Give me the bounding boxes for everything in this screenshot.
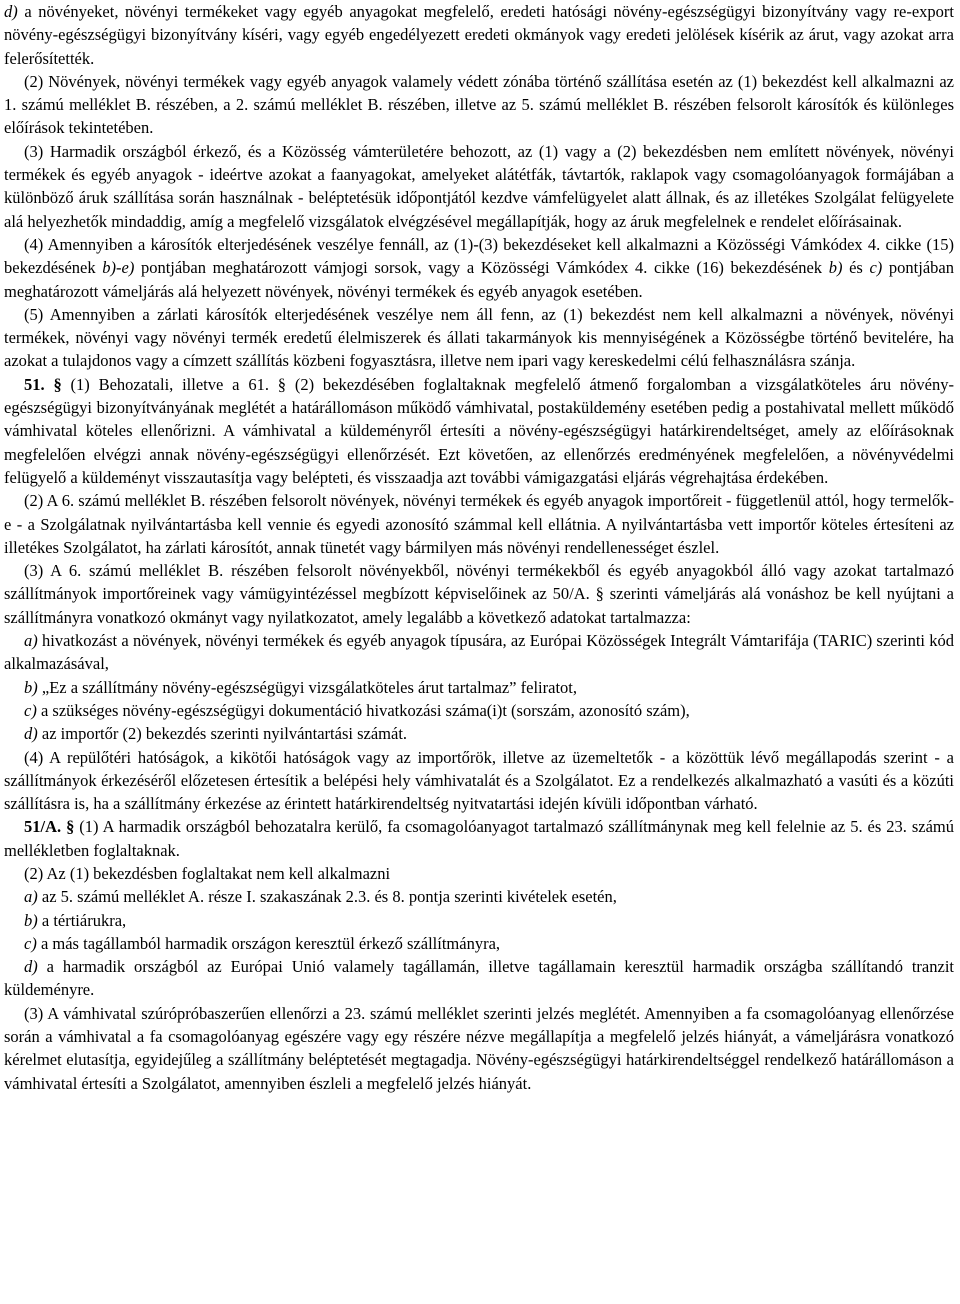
text-run: (3) Harmadik országból érkező, és a Közösség vámterületére behozott, az (1) vagy a (2) bekezdésben nem említett növények, növényi termékek és egyéb anyagok - ideértve azokat a faanyagokat, amelyeket alátétfák, távtartók, raklapok vagy csomagolóanyagok formájában a különböző áruk szállítása során használnak - beléptetésük időpontjától kezdve vámfelügyelet alatt állnak, és az illetékes Szolgálat felügyelete alá helyezhetők mindaddig, amíg a megfelelő vizsgálatok elvégzésével megállapítják, hogy az áruk megfelelnek e rendelet előírásainak. bbox=[4, 141, 954, 231]
point-label: c) bbox=[24, 700, 37, 720]
point-label: d) bbox=[24, 724, 38, 744]
text-run: az importőr (2) bekezdés szerinti nyilvántartási számát. bbox=[37, 724, 408, 744]
point-label: d) bbox=[4, 2, 18, 21]
text-run: (3) A 6. számú melléklet B. részében felsorolt növényekből, növényi termékekből és egyéb anyagokból álló vagy azokat tartalmazó szállítmányok importőreinek vagy vámügyintézéssel megbízott képviselőinek az 50/A. § szerinti vámeljárás alá vonáshoz be kell nyújtani a szállítmányra vonatkozó okmányt vagy nyilatkozatot, amely legalább a következő adatokat tartalmazza: bbox=[4, 561, 954, 627]
text-run: (4) A repülőtéri hatóságok, a kikötői hatóságok vagy az importőrök, illetve az üzemeltetők - a közöttük lévő megállapodás szerint - a szállítmányok érkezéséről előzetesen értesítik a belépési hely vámhivatalát és a Szolgálatot. Ez a rendelkezés alkalmazható a vasúti és a közúti szállításra is, ha a szállítmány érkezése az érintett határkirendeltség nyitvatartási idején kívüli időpontban várható. bbox=[4, 747, 954, 814]
paragraph bbox=[4, 885, 954, 908]
paragraph bbox=[4, 1002, 954, 1095]
text-run: pontjában meghatározott vámeljárás alá helyezett növények, növényi termékek és egyéb anyagok esetében. bbox=[4, 258, 954, 301]
paragraph bbox=[4, 0, 954, 70]
paragraph bbox=[4, 815, 954, 862]
paragraph bbox=[4, 746, 954, 816]
text-run: (2) Az (1) bekezdésben foglaltakat nem kell alkalmazni bbox=[24, 863, 391, 883]
paragraph bbox=[4, 629, 954, 676]
point-label: b) bbox=[24, 910, 38, 930]
paragraph bbox=[4, 233, 954, 303]
paragraph bbox=[4, 559, 954, 629]
text-run: és bbox=[842, 258, 870, 278]
point-label: b) bbox=[24, 677, 38, 697]
text-run: (3) A vámhivatal szúrópróbaszerűen ellenőrzi a 23. számú melléklet szerinti jelzés meglétét. Amennyiben a fa csomagolóanyag ellenőrzése során a vámhivatal a fa csomagolóanyag egészére vagy egy részére nézve megállapítja a megfelelő jelzés hiányát, a vámeljárásra vonatkozó kérelmet elutasítja, egyidejűleg a szállítmány beléptetését megtagadja. Növény-egészségügyi határkirendeltséggel rendelkező határállomáson a vámhivatal értesíti a Szolgálatot, amennyiben észleli a megfelelő jelzés hiányát. bbox=[4, 1003, 954, 1093]
text-run: a más tagállamból harmadik országon keresztül érkező szállítmányra, bbox=[36, 933, 501, 953]
point-label: b)-e) bbox=[102, 258, 135, 278]
paragraph bbox=[4, 303, 954, 373]
point-label: d) bbox=[24, 957, 38, 977]
text-run: a harmadik országból az Európai Unió valamely tagállamán, illetve tagállamain keresztül harmadik országba szállítandó tranzit küldeményre. bbox=[4, 957, 954, 1000]
text-run: (2) A 6. számú melléklet B. részében felsorolt növények, növényi termékek és egyéb anyagok importőreit - függetlenül attól, hogy termelők-e - a Szolgálatnak nyilvántartásba kell vennie és egyedi azonosító számmal kell ellátnia. A nyilvántartásba vett importőr köteles értesíteni az illetékes Szolgálatot, ha zárlati károsítót, annak tünetét vagy bármilyen más növényi rendellenességet észlel. bbox=[4, 491, 954, 557]
paragraph bbox=[4, 699, 954, 722]
text-run: a tértiárukra, bbox=[37, 910, 127, 930]
point-label: c) bbox=[869, 258, 883, 278]
point-label: c) bbox=[24, 933, 37, 953]
text-run: (5) Amennyiben a zárlati károsítók elterjedésének veszélye nem áll fenn, az (1) bekezdést nem kell alkalmazni a növények, növényi termékek, növényi vagy növényi termék eredetű élelmiszerek és állati takarmányok kis mennyiségének a Közösségbe történő bevitelére, ha azokat a tulajdonos vagy a címzett szállítás közbeni fogyasztásra, illetve nem ipari vagy kereskedelmi célú felhasználásra szánja. bbox=[4, 304, 954, 371]
text-run: a szükséges növény-egészségügyi dokumentáció hivatkozási száma(i)t (sorszám, azonosító szám), bbox=[36, 700, 690, 720]
section-number: 51. § bbox=[24, 374, 62, 394]
text-run: (2) Növények, növényi termékek vagy egyéb anyagok valamely védett zónába történő szállítása esetén az (1) bekezdést kell alkalmazni az 1. számú melléklet B. részében, a 2. számú melléklet B. részében, illetve az 5. számú melléklet B. részében felsorolt károsítók és különleges előírások tekintetében. bbox=[4, 71, 954, 138]
section-number: 51/A. § bbox=[24, 817, 75, 837]
paragraph bbox=[4, 140, 954, 233]
paragraph bbox=[4, 722, 954, 745]
text-run: (1) Behozatali, illetve a 61. § (2) bekezdésében foglaltaknak megfelelő átmenő forgalomban a vizsgálatköteles áru növény-egészségügyi bizonyítványának meglétét a határállomáson működő vámhivatal, postaküldemény esetében pedig a postahivatal mellett működő vámhivatal köteles ellenőrizni. A vámhivatal a küldeményről értesíti a növény-egészségügyi határkirendeltséget, amely az előírásoknak megfelelően elvégzi annak növény-egészségügyi ellenőrzését. Ezt követően, az ellenőrzés eredményének megfelelően, a növényvédelmi felügyelő a küldeményt visszautasítja vagy belépteti, és visszaadja azt további vámigazgatási eljárás végrehajtása érdekében. bbox=[4, 374, 954, 487]
text-run: pontjában meghatározott vámjogi sorsok, vagy a Közösségi Vámkódex 4. cikke (16) bekezdésének bbox=[134, 258, 829, 278]
paragraph bbox=[4, 862, 954, 885]
paragraph bbox=[4, 932, 954, 955]
text-run: a növényeket, növényi termékeket vagy egyéb anyagokat megfelelő, eredeti hatósági növény-egészségügyi bizonyítvány vagy re-export növény-egészségügyi bizonyítvány kíséri, vagy egyéb engedélyezett eredeti okmányok vagy eredeti jelölések kísérik az árut, vagy azokat arra felerősítették. bbox=[4, 2, 954, 68]
text-run: (1) A harmadik országból behozatalra kerülő, fa csomagolóanyagot tartalmazó szállítmánynak meg kell felelnie az 5. és 23. számú mellékletben foglaltaknak. bbox=[4, 817, 955, 860]
point-label: a) bbox=[24, 887, 38, 907]
paragraph bbox=[4, 676, 954, 699]
text-run: hivatkozást a növények, növényi termékek és egyéb anyagok típusára, az Európai Közösségek Integrált Vámtarifája (TARIC) szerinti kód alkalmazásával, bbox=[4, 631, 954, 674]
paragraph bbox=[4, 909, 954, 932]
paragraph bbox=[4, 373, 954, 489]
point-label: b) bbox=[828, 258, 843, 278]
paragraph bbox=[4, 955, 954, 1002]
text-run: „Ez a szállítmány növény-egészségügyi vizsgálatköteles árut tartalmaz” feliratot, bbox=[37, 677, 577, 697]
text-run: (4) Amennyiben a károsítók elterjedésének veszélye fennáll, az (1)-(3) bekezdéseket kell alkalmazni a Közösségi Vámkódex 4. cikke (15) bekezdésének bbox=[4, 234, 954, 278]
text-run: az 5. számú melléklet A. része I. szakaszának 2.3. és 8. pontja szerinti kivételek esetén, bbox=[37, 887, 617, 907]
paragraph bbox=[4, 70, 954, 140]
point-label: a) bbox=[24, 631, 38, 651]
paragraph bbox=[4, 489, 954, 559]
